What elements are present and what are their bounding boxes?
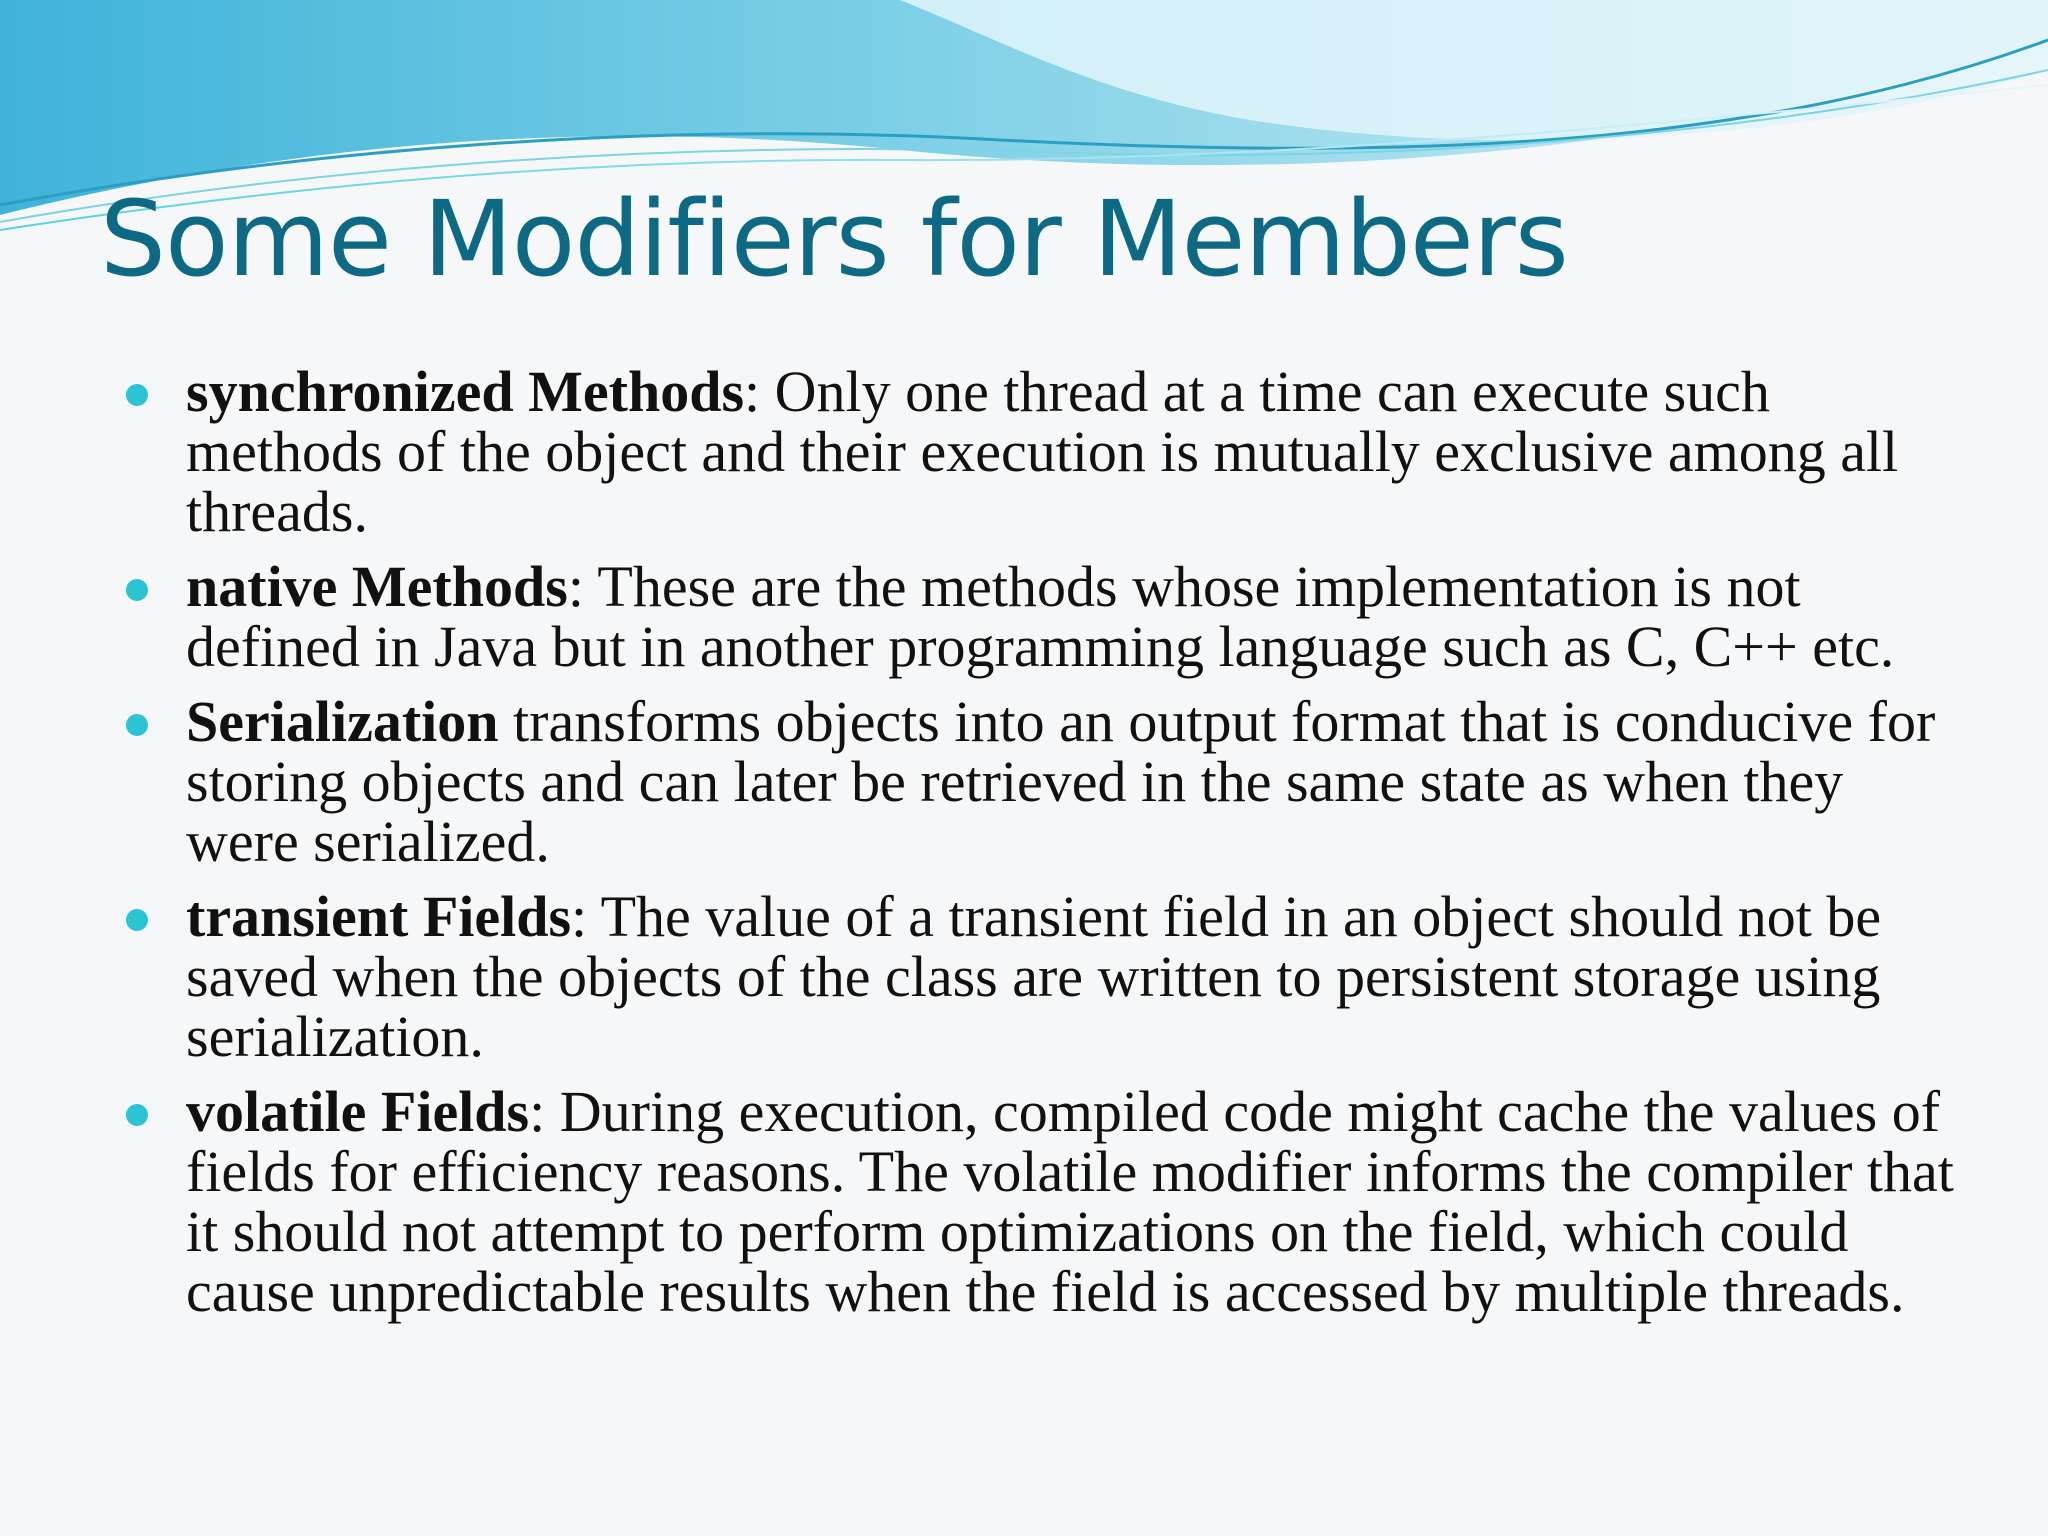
bullet-list (126, 359, 1956, 1324)
bullet-text: transforms objects into an output format that is conducive for storing objects and can later be retrieved in the same state as when they were serialized. (186, 689, 1936, 874)
bullet-item-serialization (126, 689, 1956, 874)
bullet-icon (126, 1104, 148, 1126)
bullet-text: : Only one thread at a time can execute such methods of the object and their execution is mutually exclusive among all threads. (186, 359, 1899, 544)
bullet-item-transient (126, 884, 1956, 1069)
bullet-term: synchronized Methods (186, 359, 745, 424)
bullet-text: : During execution, compiled code might cache the values of fields for efficiency reasons. The volatile modifier informs the compiler that it should not attempt to perform optimizations on the field, which could cause unpredictable results when the field is accessed by multiple threads. (186, 1079, 1954, 1324)
bullet-term: volatile Fields (186, 1079, 530, 1144)
bullet-item-native (126, 554, 1956, 679)
bullet-icon (126, 909, 148, 931)
bullet-term: Serialization (186, 689, 499, 754)
bullet-text: : The value of a transient field in an object should not be saved when the objects of the class are written to persistent storage using serialization. (186, 884, 1882, 1069)
bullet-term: native Methods (186, 554, 568, 619)
bullet-icon (126, 579, 148, 601)
bullet-text: : These are the methods whose implementation is not defined in Java but in another programming language such as C, C++ etc. (186, 554, 1895, 679)
bullet-item-volatile (126, 1079, 1956, 1324)
bullet-item-synchronized (126, 359, 1956, 544)
slide-title: Some Modifiers for Members (100, 178, 1568, 300)
bullet-icon (126, 384, 148, 406)
bullet-icon (126, 714, 148, 736)
bullet-term: transient Fields (186, 884, 572, 949)
